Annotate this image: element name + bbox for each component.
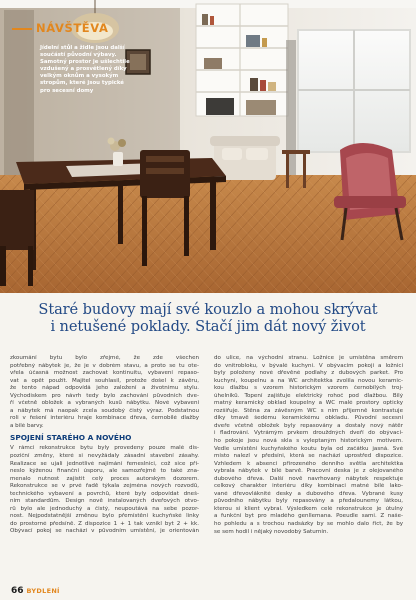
body-line: Realizace se ujali jednotlivé najímání řemeslníci, což sice při- xyxy=(10,460,199,467)
caption-line: velkým oknům a vysokým xyxy=(40,73,119,80)
body-line: dveře včetně obložek byly repasovány a dostaly nový nátěr xyxy=(214,422,403,429)
body-line: místo nalezl v předsíni, která se nachází uprostřed dispozice. xyxy=(214,453,403,460)
caption-line: Jídelní stůl a židle jsou další xyxy=(40,45,125,51)
interior-photo xyxy=(0,0,416,293)
body-line: ho pokoje jsou nová skla s vyleptaným historickým motivem. xyxy=(214,438,403,445)
body-line: potřebný nábytek je, že je v dobrém stavu, a proto se tu ote- xyxy=(10,362,199,369)
body-line: menalo nutnost zajistit celý proces autorským dozorem. xyxy=(10,475,199,482)
body-line: kuchyni, koupelnu a na WC architektka zvolila novou keramic- xyxy=(214,377,403,384)
caption-line: vzdušený a prosvětlený díky xyxy=(40,66,127,73)
body-line: neslo kýženou finanční úsporu, ale samozřejmě to také zna- xyxy=(10,468,199,475)
body-line: vybrala nábytek v bílé barvě. Pracovní deska je z olejovaného xyxy=(214,468,403,475)
body-line: poziční změny, které si nevyžádaly zásadní stavební zásahy. xyxy=(10,453,199,460)
right-text-column xyxy=(214,355,403,536)
interior-photo-illustration xyxy=(0,0,416,293)
body-line: a bílé barvy. xyxy=(10,422,44,429)
body-line: úhelníků. Topení zajišťuje elektrický rohoč pod dlažbou. Bílý xyxy=(214,392,403,399)
body-line: že tento nápad odpovídá jeho založení a životnímu stylu. xyxy=(10,385,199,392)
headline-line: Staré budovy mají své kouzlo a mohou skrývat xyxy=(38,301,378,318)
body-line: zkoumání bytu bylo zřejmé, že zde všechen xyxy=(10,355,199,361)
body-line: a nábytek má naopak zcela soudobý čistý výraz. Podstatnou xyxy=(10,407,199,414)
body-line: Vedle umístění kuchyňského koutu byla od začátku jasná. Své xyxy=(214,445,403,452)
body-line: vřela účasná možnost zachovat kontinuitu, vybavení repaso- xyxy=(10,370,199,377)
section-subheading: SPOJENÍ STARÉHO A NOVÉHO xyxy=(10,433,132,443)
body-line: kterou si klient vybral. Výsledkem celé rekonstrukce je útulný xyxy=(214,505,403,512)
body-line: se sem hodil i nějaký novodobý Saturnín. xyxy=(214,528,329,535)
left-text-column xyxy=(10,355,199,536)
body-line: vat a opět použít. Majitel souhlasil, protože došel k závěru, xyxy=(10,377,199,384)
body-line: V rámci rekonstrukce bytu byly provedeny pouze malé dis- xyxy=(10,445,199,452)
body-line: technického vybavení a povrchů, které byly odpovídat dneš- xyxy=(10,490,199,497)
magazine-name: BYDLENÍ xyxy=(26,587,60,595)
section-tag: NÁVŠTĚVA xyxy=(36,21,109,35)
page-footer xyxy=(11,578,60,597)
body-line: rů bylo ale jednoduchý a čistý, neupoutává na sebe pozor- xyxy=(10,505,199,512)
caption-line: Samotný prostor je ušlechtile xyxy=(40,59,130,66)
body-line: kou dlažbu s vzorem historickým vzorem černobílých troj- xyxy=(214,385,403,392)
photo-caption xyxy=(40,45,144,95)
article-headline xyxy=(0,301,416,335)
body-line: roli v řešení interiéru hraje kombinace dřeva, černobílé dlažby xyxy=(10,415,199,422)
caption-line: stropům, které jsou typické xyxy=(40,80,124,87)
body-line: vané dřevovláknité desky a dubového dřeva. Vybrané kusy xyxy=(214,490,403,497)
body-line: do prostorné předsíně. Z dispozice 1 + 1 tak vznikl byt 2 + kk. xyxy=(10,520,199,527)
body-line: do vnitrobloku, v bývalé kuchyni. V obývacím pokoji a ložnici xyxy=(214,362,403,369)
body-line: ním standardům. Design nově instalovaných dveřových otvo- xyxy=(10,498,199,505)
body-line: matný keramický obklad koupelny a WC malé prostory opticky xyxy=(214,400,403,407)
body-line: původního nábytku byly repasovány a předalounemy látkou, xyxy=(214,498,403,505)
body-line: ho pohledu a s trochou nadsázky by se mohlo dalo říct, že by xyxy=(214,521,403,528)
headline-line: i netušené poklady. Stačí jim dát nový život xyxy=(50,318,366,335)
body-line: Rekonstrukce se v prvé řadě týkala zejména nových rozvodů, xyxy=(10,483,199,490)
caption-line: součástí původní výbavy. xyxy=(40,52,117,59)
body-line: ří včetně obložek a vybraných kusů nábytku. Nové vybavení xyxy=(10,400,199,407)
body-line: Obývací pokoj se nachází v původním umístění, je orientován xyxy=(10,528,199,535)
body-line: i fladrování. Vytrámým prvkem drouždných dveří do obývací- xyxy=(214,430,403,437)
body-line: celkový charakter interiéru díky kombinaci matné bílé lako- xyxy=(214,483,403,490)
body-line: dubového dřeva. Další nově navrhovaný nábytek respektuje xyxy=(214,475,403,482)
body-line: díky tmavě šedému keramickému obkladu. Původní secesní xyxy=(214,415,403,422)
body-line: Východiskem pro návrh tedy bylo zachování původních dve- xyxy=(10,392,199,399)
body-line: Vzhledem k absenci přirozeného denního světla architektka xyxy=(214,460,403,467)
section-tag-accent-line xyxy=(12,28,32,30)
body-line: do ulice, na východní stranu. Ložnice je umístěna směrem xyxy=(214,355,403,361)
caption-line: pro secesní domy xyxy=(40,87,94,94)
body-line: nost. Nejpodstatnější změnou bylo přemístění kuchyňské linky xyxy=(10,513,199,520)
body-line: rozšiřuje. Stěna za závěsným WC s nim příjemně kontrastuje xyxy=(214,407,403,414)
body-line: byly položeny nové dřevěné podlahy z dubových parket. Pro xyxy=(214,370,403,377)
body-line: a funkční byt pro mladého genllemana. Poeudle sami. Z naše- xyxy=(214,513,403,520)
page-number: 66 xyxy=(11,586,24,596)
